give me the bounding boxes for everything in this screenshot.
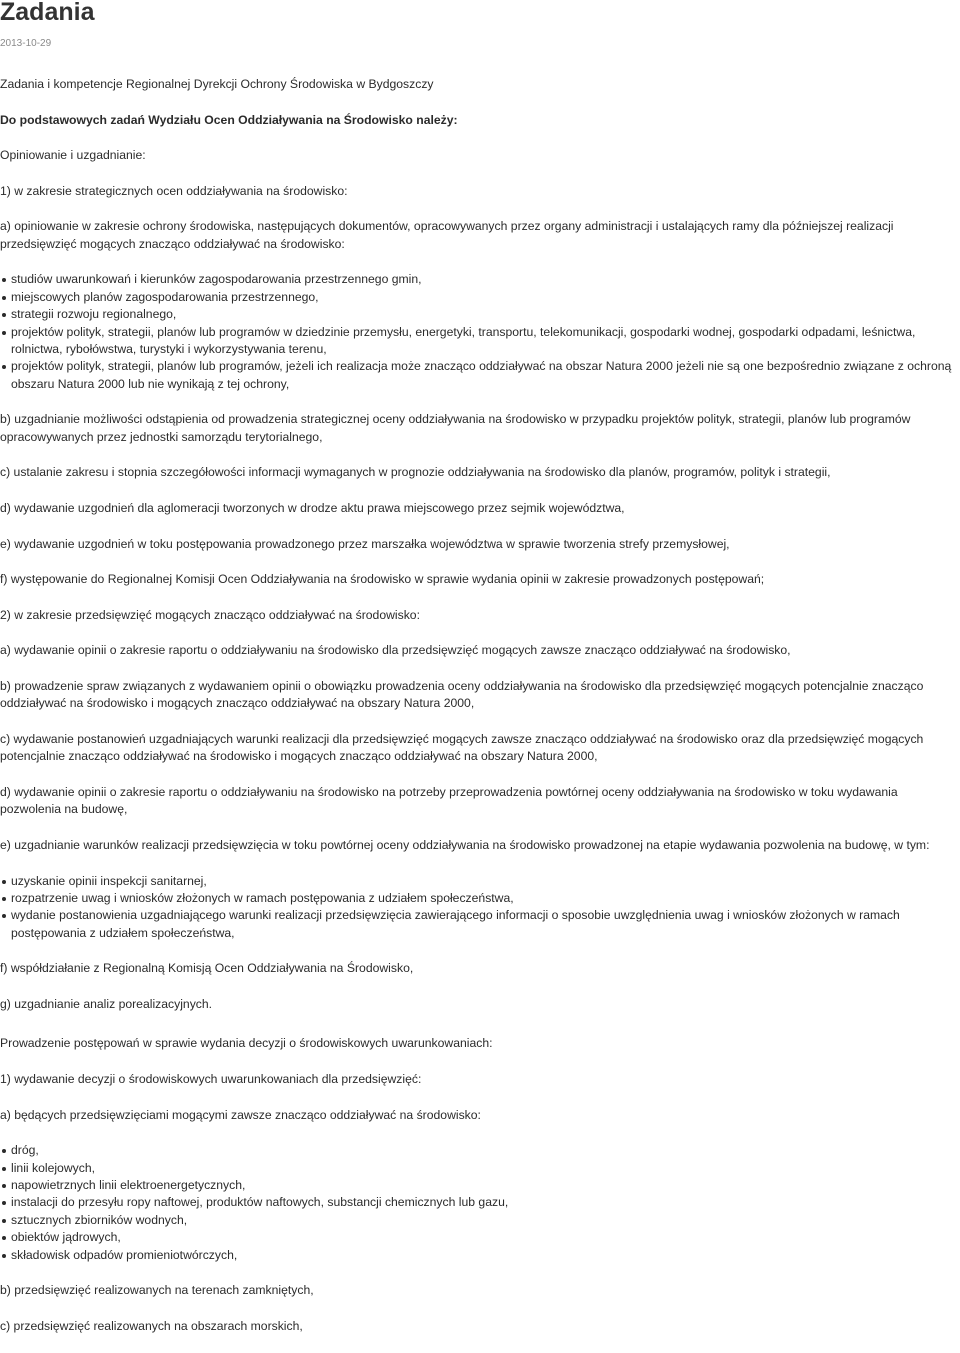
paragraph-2b: b) prowadzenie spraw związanych z wydawaniem opinii o obowiązku prowadzenia oceny oddziaływania na środowisko dla przedsięwzięć mogących potencjalnie znacząco oddziaływać na środowisko i mogących znacząco oddziaływać na obszary Natura 2000, (0, 678, 924, 711)
paragraph-2a: a) wydawanie opinii o zakresie raportu o oddziaływaniu na środowisko dla przedsięwzięć mogących zawsze znacząco oddziaływać na środowisko, (0, 643, 791, 658)
list-item-text: projektów polityk, strategii, planów lub programów w dziedzinie przemysłu, energetyki, transportu, telekomunikacji, gospodarki wodnej, gospodarki odpadami, leśnictwa, rolnictwa, rybołówstwa, turystyki i wykorzystywania terenu, (11, 324, 916, 356)
list-item-text: uzyskanie opinii inspekcji sanitarnej, (11, 873, 207, 888)
bullet-icon (2, 897, 6, 901)
paragraph-2g: g) uzgadnianie analiz porealizacyjnych. (0, 996, 213, 1011)
bullet-icon (2, 914, 6, 918)
paragraph-2e: e) uzgadnianie warunków realizacji przedsięwzięcia w toku powtórnej oceny oddziaływania na środowisko prowadzonej na etapie wydawania pozwolenia na budowę, w tym: (0, 837, 930, 852)
paragraph-1c: c) ustalanie zakresu i stopnia szczegółowości informacji wymaganych w prognozie oddziaływania na środowisko dla planów, programów, polityk i strategii, (0, 465, 831, 480)
bullet-icon (2, 1167, 6, 1171)
list-item-text: sztucznych zbiorników wodnych, (11, 1212, 188, 1227)
paragraph-1f: f) występowanie do Regionalnej Komisji Ocen Oddziaływania na środowisko w sprawie wydania opinii w zakresie prowadzonych postępowań; (0, 572, 765, 587)
bullet-icon (2, 365, 6, 369)
list-item (11, 1194, 960, 1211)
paragraph-prowadzenie: Prowadzenie postępowań w sprawie wydania decyzji o środowiskowych uwarunkowaniach: (0, 1036, 493, 1051)
bullet-icon (2, 1236, 6, 1240)
paragraph-1d: d) wydawanie uzgodnień dla aglomeracji tworzonych w drodze aktu prawa miejscowego przez sejmik województwa, (0, 501, 625, 515)
paragraph-3c: c) przedsięwzięć realizowanych na obszarach morskich, (0, 1318, 303, 1333)
paragraph-2f: f) współdziałanie z Regionalną Komisją Ocen Oddziaływania na Środowisko, (0, 961, 414, 976)
list-item-text: instalacji do przesyłu ropy naftowej, produktów naftowych, substancji chemicznych lub gazu, (11, 1195, 509, 1210)
paragraph-1e: e) wydawanie uzgodnień w toku postępowania prowadzonego przez marszałka województwa w sprawie tworzenia strefy przemysłowej, (0, 536, 730, 551)
bullet-icon (2, 880, 6, 884)
list-item (11, 358, 960, 393)
article-body (0, 76, 960, 1353)
bullet-icon (2, 1149, 6, 1153)
bullet-list-2 (0, 873, 960, 943)
section-heading: Do podstawowych zadań Wydziału Ocen Oddziaływania na Środowisko należy: (0, 112, 458, 127)
paragraph-2: 2) w zakresie przedsięwzięć mogących znacząco oddziaływać na środowisko: (0, 607, 420, 622)
paragraph-3b: b) przedsięwzięć realizowanych na terenach zamkniętych, (0, 1283, 314, 1298)
list-item (11, 907, 960, 942)
bullet-icon (2, 1219, 6, 1223)
list-item (11, 1160, 960, 1177)
bullet-icon (2, 278, 6, 282)
list-item (11, 1142, 960, 1159)
paragraph-3: 1) wydawanie decyzji o środowiskowych uwarunkowaniach dla przedsięwzięć: (0, 1071, 422, 1086)
list-item-text: dróg, (11, 1143, 39, 1158)
list-item-text: składowisk odpadów promieniotwórczych, (11, 1247, 238, 1262)
bullet-list-3 (0, 1142, 960, 1264)
list-item (11, 324, 960, 359)
bullet-icon (2, 1184, 6, 1188)
bullet-icon (2, 313, 6, 317)
list-item-text: napowietrznych linii elektroenergetycznych, (11, 1177, 246, 1192)
list-item-text: obiektów jądrowych, (11, 1230, 121, 1245)
bullet-icon (2, 296, 6, 300)
list-item (11, 890, 960, 907)
list-item-text: wydanie postanowienia uzgadniającego warunki realizacji przedsięwzięcia zawierającego informacji o sposobie uwzględnienia uwag i wniosków złożonych w ramach postępowania z udziałem społeczeństwa, (11, 908, 900, 940)
paragraph-1b: b) uzgadnianie możliwości odstąpienia od prowadzenia strategicznej oceny oddziaływania na środowisko w przypadku projektów polityk, strategii, planów lub programów opracowywanych przez jednostki samorządu terytorialnego, (0, 412, 911, 444)
paragraph-1a: a) opiniowanie w zakresie ochrony środowiska, następujących dokumentów, opracowywanych przez organy administracji i ustalających ramy dla późniejszej realizacji przedsięwzięć mogących znacząco oddziaływać na środowisko: (0, 219, 894, 251)
list-item (11, 289, 960, 306)
list-item (11, 1247, 960, 1264)
paragraph-2c: c) wydawanie postanowień uzgadniających warunki realizacji dla przedsięwzięć mogących zawsze znacząco oddziaływać na środowisko oraz dla przedsięwzięć mogących potencjalnie znacząco oddziaływać na środowisko i mogących znacząco oddziaływać na obszary Natura 2000, (0, 731, 924, 764)
list-item (11, 306, 960, 323)
paragraph-1: 1) w zakresie strategicznych ocen oddziaływania na środowisko: (0, 183, 348, 198)
list-item-text: linii kolejowych, (11, 1160, 95, 1175)
list-item-text: strategii rozwoju regionalnego, (11, 307, 177, 322)
list-item (11, 1229, 960, 1246)
list-item-text: rozpatrzenie uwag i wniosków złożonych w ramach postępowania z udziałem społeczeństwa, (11, 890, 514, 905)
list-item (11, 271, 960, 288)
paragraph-3a: a) będących przedsięwzięciami mogącymi zawsze znacząco oddziaływać na środowisko: (0, 1107, 481, 1122)
list-item-text: miejscowych planów zagospodarowania przestrzennego, (11, 289, 319, 304)
intro-paragraph: Zadania i kompetencje Regionalnej Dyrekcji Ochrony Środowiska w Bydgoszczy (0, 77, 434, 91)
publish-date: 2013-10-29 (0, 38, 52, 49)
page-title: Zadania (0, 0, 95, 26)
bullet-icon (2, 1254, 6, 1258)
list-item (11, 1212, 960, 1229)
bullet-icon (2, 1201, 6, 1205)
bullet-icon (2, 331, 6, 335)
list-item (11, 1177, 960, 1194)
list-item (11, 873, 960, 890)
paragraph-opiniowanie: Opiniowanie i uzgadnianie: (0, 148, 146, 163)
list-item-text: studiów uwarunkowań i kierunków zagospodarowania przestrzennego gmin, (11, 272, 422, 287)
paragraph-2d: d) wydawanie opinii o zakresie raportu o oddziaływaniu na środowisko na potrzeby przeprowadzenia powtórnej oceny oddziaływania na środowisko w toku wydawania pozwolenia na budowę, (0, 784, 898, 817)
bullet-list-1 (0, 271, 960, 393)
list-item-text: projektów polityk, strategii, planów lub programów, jeżeli ich realizacja może znacząco oddziaływać na obszar Natura 2000 jeżeli nie są one bezpośrednio związane z ochroną obszaru Natura 2000 lub nie wynikają z tej ochrony, (11, 359, 952, 391)
